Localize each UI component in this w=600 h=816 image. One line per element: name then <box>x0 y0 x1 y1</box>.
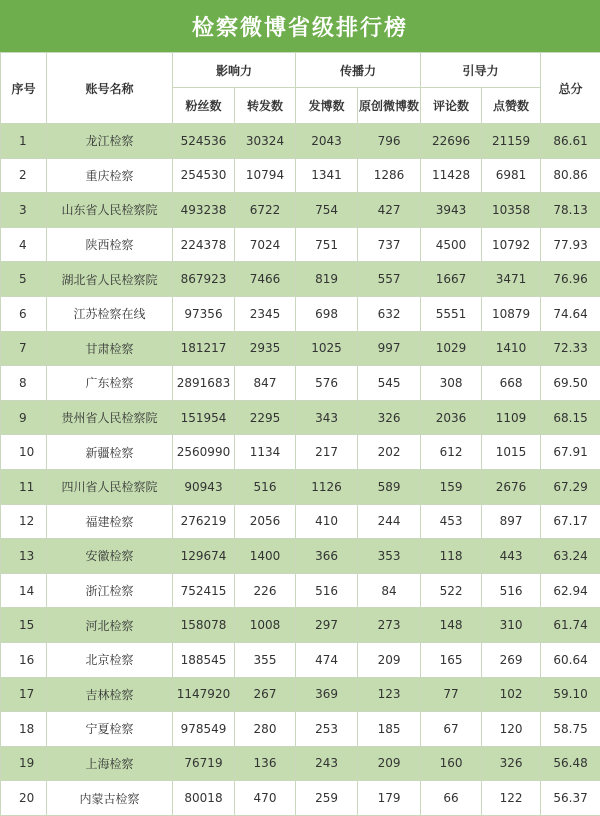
cell-account: 新疆检察 <box>47 435 173 470</box>
cell-posts: 576 <box>296 366 358 401</box>
cell-original-posts: 557 <box>358 262 421 297</box>
cell-likes: 310 <box>482 608 541 643</box>
cell-fans: 2891683 <box>173 366 235 401</box>
cell-posts: 369 <box>296 677 358 712</box>
cell-posts: 1025 <box>296 331 358 366</box>
header-posts: 发博数 <box>296 88 358 124</box>
cell-total: 67.17 <box>541 504 600 539</box>
cell-total: 56.48 <box>541 746 600 781</box>
cell-total: 74.64 <box>541 296 600 331</box>
cell-rank: 1 <box>1 124 47 159</box>
cell-account: 吉林检察 <box>47 677 173 712</box>
cell-comments: 159 <box>421 469 482 504</box>
cell-reposts: 470 <box>235 781 296 816</box>
cell-original-posts: 796 <box>358 124 421 159</box>
cell-fans: 151954 <box>173 400 235 435</box>
cell-total: 80.86 <box>541 158 600 193</box>
cell-fans: 1147920 <box>173 677 235 712</box>
cell-comments: 66 <box>421 781 482 816</box>
table-row <box>1 781 600 816</box>
cell-posts: 259 <box>296 781 358 816</box>
cell-likes: 21159 <box>482 124 541 159</box>
cell-total: 58.75 <box>541 712 600 747</box>
header-reposts: 转发数 <box>235 88 296 124</box>
cell-rank: 2 <box>1 158 47 193</box>
cell-original-posts: 273 <box>358 608 421 643</box>
cell-reposts: 1008 <box>235 608 296 643</box>
cell-rank: 3 <box>1 193 47 228</box>
cell-fans: 80018 <box>173 781 235 816</box>
header-account: 账号名称 <box>47 53 173 124</box>
cell-comments: 67 <box>421 712 482 747</box>
cell-posts: 698 <box>296 296 358 331</box>
cell-total: 67.91 <box>541 435 600 470</box>
cell-account: 山东省人民检察院 <box>47 193 173 228</box>
cell-likes: 10358 <box>482 193 541 228</box>
cell-posts: 253 <box>296 712 358 747</box>
header-influence: 影响力 <box>173 53 296 88</box>
cell-comments: 612 <box>421 435 482 470</box>
cell-total: 67.29 <box>541 469 600 504</box>
cell-fans: 978549 <box>173 712 235 747</box>
cell-reposts: 516 <box>235 469 296 504</box>
table-body <box>1 124 600 816</box>
cell-likes: 122 <box>482 781 541 816</box>
cell-comments: 118 <box>421 539 482 574</box>
cell-comments: 160 <box>421 746 482 781</box>
cell-comments: 453 <box>421 504 482 539</box>
cell-fans: 129674 <box>173 539 235 574</box>
cell-posts: 1341 <box>296 158 358 193</box>
cell-posts: 343 <box>296 400 358 435</box>
cell-total: 60.64 <box>541 642 600 677</box>
cell-account: 湖北省人民检察院 <box>47 262 173 297</box>
cell-reposts: 2056 <box>235 504 296 539</box>
cell-account: 上海检察 <box>47 746 173 781</box>
cell-account: 浙江检察 <box>47 573 173 608</box>
cell-total: 86.61 <box>541 124 600 159</box>
cell-comments: 148 <box>421 608 482 643</box>
cell-comments: 5551 <box>421 296 482 331</box>
cell-rank: 16 <box>1 642 47 677</box>
cell-original-posts: 353 <box>358 539 421 574</box>
cell-posts: 819 <box>296 262 358 297</box>
cell-rank: 15 <box>1 608 47 643</box>
cell-reposts: 847 <box>235 366 296 401</box>
header-total: 总分 <box>541 53 600 124</box>
header-spread: 传播力 <box>296 53 421 88</box>
cell-original-posts: 427 <box>358 193 421 228</box>
cell-original-posts: 997 <box>358 331 421 366</box>
cell-fans: 188545 <box>173 642 235 677</box>
cell-original-posts: 123 <box>358 677 421 712</box>
cell-comments: 11428 <box>421 158 482 193</box>
cell-fans: 158078 <box>173 608 235 643</box>
cell-reposts: 7466 <box>235 262 296 297</box>
cell-fans: 181217 <box>173 331 235 366</box>
cell-comments: 3943 <box>421 193 482 228</box>
cell-account: 龙江检察 <box>47 124 173 159</box>
cell-posts: 297 <box>296 608 358 643</box>
cell-reposts: 30324 <box>235 124 296 159</box>
cell-rank: 14 <box>1 573 47 608</box>
cell-likes: 1410 <box>482 331 541 366</box>
header-likes: 点赞数 <box>482 88 541 124</box>
cell-rank: 5 <box>1 262 47 297</box>
cell-reposts: 10794 <box>235 158 296 193</box>
cell-comments: 77 <box>421 677 482 712</box>
cell-rank: 7 <box>1 331 47 366</box>
cell-account: 陕西检察 <box>47 227 173 262</box>
cell-total: 61.74 <box>541 608 600 643</box>
cell-fans: 867923 <box>173 262 235 297</box>
cell-account: 北京检察 <box>47 642 173 677</box>
table-row <box>1 642 600 677</box>
cell-total: 59.10 <box>541 677 600 712</box>
cell-fans: 752415 <box>173 573 235 608</box>
table-row <box>1 469 600 504</box>
cell-comments: 2036 <box>421 400 482 435</box>
cell-account: 安徽检察 <box>47 539 173 574</box>
cell-reposts: 7024 <box>235 227 296 262</box>
cell-rank: 8 <box>1 366 47 401</box>
cell-reposts: 1400 <box>235 539 296 574</box>
cell-account: 贵州省人民检察院 <box>47 400 173 435</box>
cell-likes: 2676 <box>482 469 541 504</box>
cell-likes: 897 <box>482 504 541 539</box>
cell-original-posts: 244 <box>358 504 421 539</box>
header-guidance: 引导力 <box>421 53 541 88</box>
cell-likes: 3471 <box>482 262 541 297</box>
cell-comments: 308 <box>421 366 482 401</box>
cell-rank: 4 <box>1 227 47 262</box>
cell-rank: 11 <box>1 469 47 504</box>
cell-original-posts: 1286 <box>358 158 421 193</box>
cell-posts: 410 <box>296 504 358 539</box>
table-row <box>1 262 600 297</box>
cell-original-posts: 202 <box>358 435 421 470</box>
cell-total: 72.33 <box>541 331 600 366</box>
table-row <box>1 608 600 643</box>
cell-likes: 6981 <box>482 158 541 193</box>
cell-total: 77.93 <box>541 227 600 262</box>
cell-account: 重庆检察 <box>47 158 173 193</box>
cell-likes: 102 <box>482 677 541 712</box>
cell-likes: 1015 <box>482 435 541 470</box>
page-title: 检察微博省级排行榜 <box>0 0 600 52</box>
cell-likes: 120 <box>482 712 541 747</box>
cell-posts: 366 <box>296 539 358 574</box>
cell-reposts: 280 <box>235 712 296 747</box>
table-row <box>1 539 600 574</box>
table-row <box>1 712 600 747</box>
cell-rank: 13 <box>1 539 47 574</box>
cell-original-posts: 632 <box>358 296 421 331</box>
cell-comments: 1667 <box>421 262 482 297</box>
cell-fans: 90943 <box>173 469 235 504</box>
cell-posts: 474 <box>296 642 358 677</box>
cell-comments: 4500 <box>421 227 482 262</box>
cell-reposts: 136 <box>235 746 296 781</box>
cell-reposts: 226 <box>235 573 296 608</box>
cell-fans: 76719 <box>173 746 235 781</box>
table-row <box>1 435 600 470</box>
table-row <box>1 504 600 539</box>
cell-comments: 22696 <box>421 124 482 159</box>
header-original-posts: 原创微博数 <box>358 88 421 124</box>
table-row <box>1 366 600 401</box>
cell-posts: 1126 <box>296 469 358 504</box>
cell-posts: 754 <box>296 193 358 228</box>
cell-posts: 751 <box>296 227 358 262</box>
table-row <box>1 296 600 331</box>
cell-account: 甘肃检察 <box>47 331 173 366</box>
table-row <box>1 400 600 435</box>
cell-fans: 493238 <box>173 193 235 228</box>
cell-rank: 19 <box>1 746 47 781</box>
header-fans: 粉丝数 <box>173 88 235 124</box>
table-row <box>1 677 600 712</box>
cell-likes: 516 <box>482 573 541 608</box>
cell-total: 62.94 <box>541 573 600 608</box>
table-row <box>1 331 600 366</box>
cell-posts: 2043 <box>296 124 358 159</box>
cell-fans: 524536 <box>173 124 235 159</box>
cell-reposts: 267 <box>235 677 296 712</box>
cell-original-posts: 326 <box>358 400 421 435</box>
cell-original-posts: 185 <box>358 712 421 747</box>
cell-original-posts: 179 <box>358 781 421 816</box>
cell-rank: 18 <box>1 712 47 747</box>
cell-likes: 668 <box>482 366 541 401</box>
cell-original-posts: 209 <box>358 746 421 781</box>
cell-total: 69.50 <box>541 366 600 401</box>
cell-fans: 2560990 <box>173 435 235 470</box>
cell-account: 四川省人民检察院 <box>47 469 173 504</box>
cell-rank: 20 <box>1 781 47 816</box>
cell-original-posts: 545 <box>358 366 421 401</box>
cell-total: 78.13 <box>541 193 600 228</box>
cell-fans: 254530 <box>173 158 235 193</box>
cell-total: 76.96 <box>541 262 600 297</box>
cell-rank: 6 <box>1 296 47 331</box>
cell-reposts: 1134 <box>235 435 296 470</box>
cell-comments: 165 <box>421 642 482 677</box>
cell-likes: 10792 <box>482 227 541 262</box>
cell-original-posts: 84 <box>358 573 421 608</box>
cell-rank: 17 <box>1 677 47 712</box>
cell-comments: 522 <box>421 573 482 608</box>
cell-posts: 217 <box>296 435 358 470</box>
cell-likes: 326 <box>482 746 541 781</box>
cell-posts: 243 <box>296 746 358 781</box>
cell-original-posts: 737 <box>358 227 421 262</box>
cell-rank: 9 <box>1 400 47 435</box>
cell-rank: 12 <box>1 504 47 539</box>
cell-posts: 516 <box>296 573 358 608</box>
cell-likes: 10879 <box>482 296 541 331</box>
cell-fans: 224378 <box>173 227 235 262</box>
cell-fans: 97356 <box>173 296 235 331</box>
cell-likes: 443 <box>482 539 541 574</box>
table-row <box>1 158 600 193</box>
cell-fans: 276219 <box>173 504 235 539</box>
cell-account: 福建检察 <box>47 504 173 539</box>
cell-likes: 269 <box>482 642 541 677</box>
cell-account: 广东检察 <box>47 366 173 401</box>
cell-total: 63.24 <box>541 539 600 574</box>
cell-account: 宁夏检察 <box>47 712 173 747</box>
cell-comments: 1029 <box>421 331 482 366</box>
table-row <box>1 227 600 262</box>
cell-reposts: 2345 <box>235 296 296 331</box>
table-row <box>1 193 600 228</box>
cell-original-posts: 589 <box>358 469 421 504</box>
cell-likes: 1109 <box>482 400 541 435</box>
cell-reposts: 355 <box>235 642 296 677</box>
cell-rank: 10 <box>1 435 47 470</box>
table-row <box>1 573 600 608</box>
cell-account: 河北检察 <box>47 608 173 643</box>
cell-reposts: 2295 <box>235 400 296 435</box>
header-rank: 序号 <box>1 53 47 124</box>
table-row <box>1 124 600 159</box>
header-comments: 评论数 <box>421 88 482 124</box>
cell-original-posts: 209 <box>358 642 421 677</box>
cell-account: 江苏检察在线 <box>47 296 173 331</box>
cell-total: 68.15 <box>541 400 600 435</box>
ranking-table <box>0 52 600 816</box>
table-row <box>1 746 600 781</box>
cell-reposts: 2935 <box>235 331 296 366</box>
cell-reposts: 6722 <box>235 193 296 228</box>
cell-account: 内蒙古检察 <box>47 781 173 816</box>
cell-total: 56.37 <box>541 781 600 816</box>
